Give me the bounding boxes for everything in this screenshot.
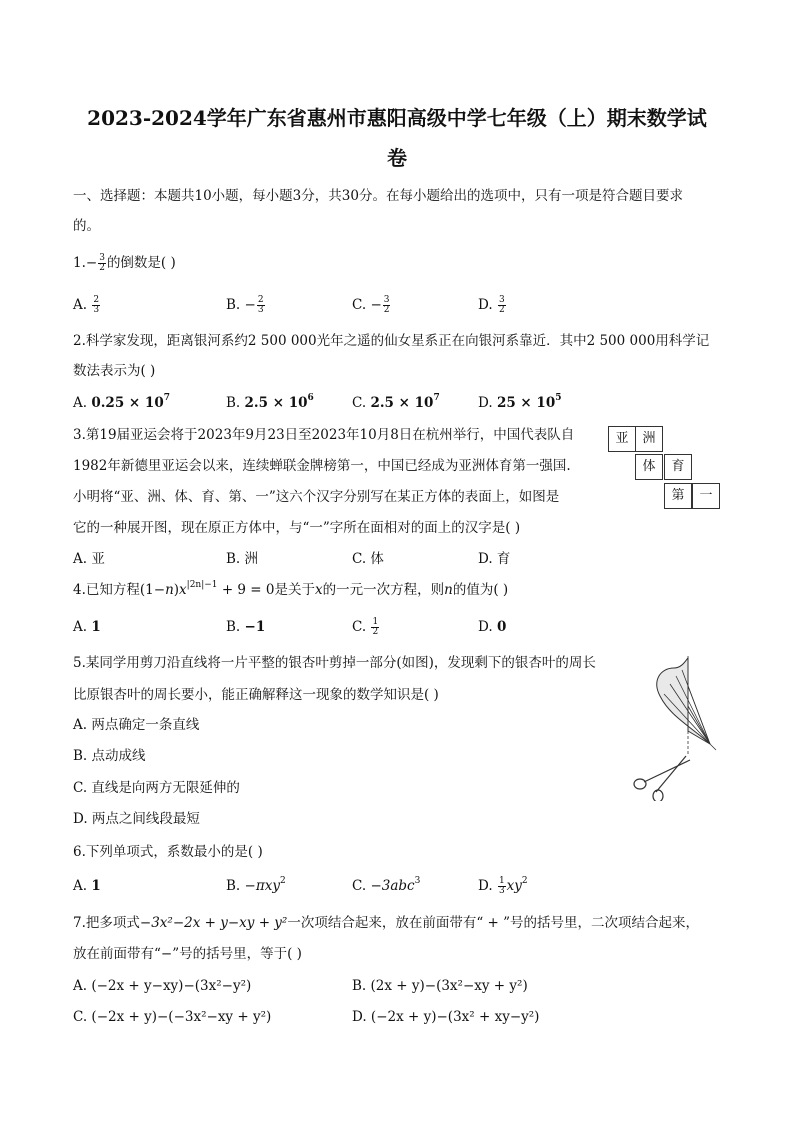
q2-option-a-base: 0.25 × 10	[91, 395, 164, 411]
q6-option-a-label: A.	[73, 878, 92, 894]
q1-d-num: 3	[498, 295, 505, 305]
q7-stem-line2: 放在前面带有“−”号的括号里，等于( )	[73, 946, 302, 962]
q6-option-b-val: −πxy	[244, 878, 280, 894]
q6-stem: 6.下列单项式，系数最小的是( )	[73, 844, 263, 860]
q5-stem-line1: 5.某同学用剪刀沿直线将一片平整的银杏叶剪掉一部分(如图)，发现剩下的银杏叶的周长	[73, 655, 596, 671]
q2-option-d	[478, 393, 562, 413]
q2-option-c-base: 2.5 × 10	[370, 395, 434, 411]
q1-a-den: 3	[93, 305, 100, 315]
q5-option-a: A. 两点确定一条直线	[73, 717, 200, 733]
q1-number: 1.	[73, 255, 86, 271]
q2-option-c-label: C.	[352, 395, 367, 411]
exam-title-line1: 2023-2024学年广东省惠州市惠阳高级中学七年级（上）期末数学试	[87, 106, 707, 130]
q1-option-b-label: B.	[226, 297, 241, 313]
cube-net-figure	[608, 426, 722, 513]
q6-option-c-val: −3abc	[370, 878, 415, 894]
q6-option-b-label: B.	[226, 878, 245, 894]
q4-option-c-label: C.	[352, 619, 367, 635]
q2-option-b-exp: 6	[307, 393, 314, 403]
q4-option-a	[73, 617, 101, 637]
q1-option-d	[478, 295, 507, 315]
q4-eq-c: + 9 = 0	[217, 582, 275, 598]
scissors-icon	[634, 756, 690, 801]
q4-c-num: 1	[372, 617, 379, 627]
q7-post: 一次项结合起来，放在前面带有“ + ”号的括号里，二次项结合起来，	[287, 915, 700, 931]
q1-option-d-label: D.	[478, 297, 493, 313]
q6-option-a-val: 1	[91, 878, 101, 894]
q3-option-d: D. 育	[478, 551, 511, 567]
q2-option-a-label: A.	[73, 395, 88, 411]
q1-option-c-frac	[383, 296, 391, 315]
q1-option-b	[226, 295, 266, 315]
q4-post-n: n	[444, 582, 453, 598]
section1-header: 一、选择题：本题共10小题，每小题3分，共30分。在每小题给出的选项中，只有一项是符合题目要求	[73, 188, 683, 204]
q4-stem	[73, 580, 508, 600]
exam-title-line2: 卷	[387, 146, 407, 170]
q6-option-d-val: xy	[506, 878, 522, 894]
q1-frac-den: 2	[99, 263, 105, 273]
q1-option-c-label: C.	[352, 297, 367, 313]
q4-c-den: 2	[372, 627, 379, 637]
q6-option-d-frac	[498, 877, 506, 896]
q6-d-num: 1	[498, 876, 505, 886]
q4-option-a-label: A.	[73, 619, 88, 635]
q6-option-d-label: D.	[478, 878, 497, 894]
q2-option-a	[73, 393, 170, 413]
leaf-blade	[657, 658, 710, 744]
q1-option-b-frac	[257, 296, 265, 315]
q3-stem-line4: 它的一种展开图，现在原正方体中，与“一”字所在面相对的面上的汉字是( )	[73, 520, 521, 536]
q2-option-b-label: B.	[226, 395, 241, 411]
net-cell-yi: 一	[692, 483, 720, 509]
q1-b-den: 3	[257, 305, 264, 315]
q4-eq-a: (1−	[139, 582, 166, 598]
q4-post-x: x	[315, 582, 323, 598]
q7-pre: 7.把多项式	[73, 915, 140, 931]
q6-option-c-label: C.	[352, 878, 371, 894]
q2-option-b-base: 2.5 × 10	[244, 395, 308, 411]
q1-option-a-label: A.	[73, 297, 88, 313]
q4-option-c	[352, 617, 380, 637]
q4-option-d	[478, 617, 506, 637]
q5-option-d: D. 两点之间线段最短	[73, 811, 200, 827]
q4-option-b	[226, 617, 265, 637]
q6-option-d	[478, 876, 528, 896]
q2-option-c-exp: 7	[433, 393, 440, 403]
net-cell-ya: 亚	[608, 426, 636, 452]
q4-option-d-val: 0	[496, 619, 507, 635]
q7-expression: −3x²−2x + y−xy + y²	[139, 915, 288, 931]
q4-option-a-val: 1	[91, 619, 101, 635]
q7-option-a: A. (−2x + y−xy)−(3x²−y²)	[73, 978, 252, 994]
q4-eq-x: x	[179, 582, 187, 598]
q2-stem-line2: 数法表示为( )	[73, 363, 156, 379]
q1-option-a	[73, 295, 101, 315]
q4-option-d-label: D.	[478, 619, 493, 635]
q1-b-num: 2	[257, 295, 264, 305]
q1-option-c-neg: −	[370, 297, 382, 313]
q6-option-b-exp: 2	[279, 876, 286, 886]
q7-option-b: B. (2x + y)−(3x²−xy + y²)	[352, 978, 528, 994]
q2-stem-line1: 2.科学家发现，距离银河系约2 500 000光年之遥的仙女星系正在向银河系靠近．其中2 500 000用科学记	[73, 333, 710, 349]
q4-post3: 的值为( )	[452, 582, 509, 598]
q6-option-b	[226, 876, 286, 896]
q3-stem-line1: 3.第19届亚运会将于2023年9月23日至2023年10月8日在杭州举行，中国代表队自	[73, 427, 575, 443]
q4-eq-b: )	[173, 582, 180, 598]
q7-option-d: D. (−2x + y)−(3x² + xy−y²)	[352, 1009, 540, 1025]
q3-option-a: A. 亚	[73, 551, 105, 567]
q1-stem	[73, 253, 176, 273]
q6-option-c	[352, 876, 420, 896]
q4-post1: 是关于	[274, 582, 315, 598]
q5-option-b: B. 点动成线	[73, 748, 146, 764]
q1-d-den: 2	[498, 305, 505, 315]
q3-option-c: C. 体	[352, 551, 384, 567]
q2-option-c	[352, 393, 440, 413]
q3-option-b: B. 洲	[226, 551, 259, 567]
q4-option-b-label: B.	[226, 619, 241, 635]
q6-option-c-exp: 3	[414, 876, 421, 886]
q1-option-a-frac	[92, 296, 100, 315]
q2-option-d-exp: 5	[555, 393, 562, 403]
q4-post2: 的一元一次方程，则	[322, 582, 445, 598]
q1-c-num: 3	[383, 295, 390, 305]
q4-pre: 4.已知方程	[73, 582, 140, 598]
net-cell-ti: 体	[635, 454, 663, 480]
q1-option-c	[352, 295, 391, 315]
q7-stem-line1	[73, 913, 699, 933]
q5-stem-line2: 比原银杏叶的周长要小，能正确解释这一现象的数学知识是( )	[73, 687, 439, 703]
ginkgo-leaf-scissors-figure	[630, 656, 720, 801]
q6-d-den: 3	[498, 886, 505, 896]
net-cell-di: 第	[664, 483, 692, 509]
q6-option-d-exp: 2	[521, 876, 528, 886]
q1-option-b-neg: −	[244, 297, 256, 313]
q4-eq-n: n	[165, 582, 174, 598]
q4-eq-exp: |2n|−1	[186, 580, 218, 590]
q2-option-a-exp: 7	[163, 393, 170, 403]
q3-stem-line2: 1982年新德里亚运会以来，连续蝉联金牌榜第一，中国已经成为亚洲体育第一强国.	[73, 458, 571, 474]
q5-option-c: C. 直线是向两方无限延伸的	[73, 780, 240, 796]
q7-option-c: C. (−2x + y)−(−3x²−xy + y²)	[73, 1009, 272, 1025]
q2-option-d-base: 25 × 10	[496, 395, 556, 411]
q4-option-b-val: −1	[244, 619, 266, 635]
q6-option-a	[73, 876, 101, 896]
section1-header-cont: 的。	[73, 218, 100, 234]
q1-a-num: 2	[93, 295, 100, 305]
q4-option-c-frac	[371, 618, 379, 637]
q1-neg: −	[85, 255, 98, 271]
q3-stem-line3: 小明将“亚、洲、体、育、第、一”这六个汉字分别写在某正方体的表面上，如图是	[73, 489, 560, 505]
q1-option-d-frac	[498, 296, 506, 315]
q1-frac-num: 3	[99, 253, 105, 263]
net-cell-zhou: 洲	[635, 426, 663, 452]
q2-option-d-label: D.	[478, 395, 493, 411]
q1-c-den: 2	[383, 305, 390, 315]
net-cell-yu: 育	[664, 454, 692, 480]
q1-text: 的倒数是( )	[106, 255, 176, 271]
q1-fraction	[98, 254, 106, 273]
q2-option-b	[226, 393, 314, 413]
